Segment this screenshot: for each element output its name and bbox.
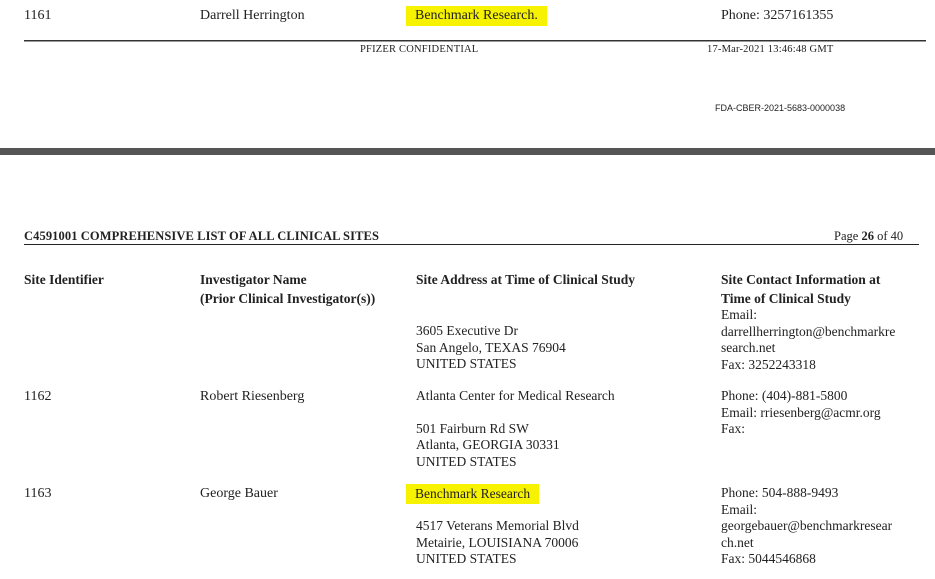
col-investigator: Investigator Name (Prior Clinical Investigator(s)) xyxy=(200,272,376,306)
site-contact: Phone: (404)-881-5800 Email: rriesenberg@acmr.org Fax: xyxy=(721,388,881,436)
col-site-identifier: Site Identifier xyxy=(24,272,104,287)
col-contact: Site Contact Information at Time of Clinical Study xyxy=(721,272,881,306)
page-number: Page 26 of 40 xyxy=(834,229,904,243)
site-name-highlight: Benchmark Research xyxy=(406,484,539,504)
site-address: 4517 Veterans Memorial Blvd Metairie, LOUISIANA 70006 UNITED STATES xyxy=(416,518,579,566)
page-separator xyxy=(0,148,935,155)
doc-id-stamp: FDA-CBER-2021-5683-0000038 xyxy=(715,103,846,113)
footer-timestamp: 17-Mar-2021 13:46:48 GMT xyxy=(707,44,834,55)
investigator-name: Robert Riesenberg xyxy=(200,389,305,404)
footer-confidential: PFIZER CONFIDENTIAL xyxy=(360,44,479,55)
prev-site-id: 1161 xyxy=(24,8,52,23)
continued-address: 3605 Executive Dr San Angelo, TEXAS 76904 UNITED STATES xyxy=(416,323,566,371)
prev-phone: Phone: 3257161355 xyxy=(721,8,834,23)
page-title: C4591001 COMPREHENSIVE LIST OF ALL CLINICAL SITES xyxy=(24,229,379,243)
footer-rule-shadow xyxy=(24,41,926,42)
investigator-name: George Bauer xyxy=(200,486,278,501)
header-rule xyxy=(24,244,919,245)
site-address: Atlanta Center for Medical Research 501 Fairburn Rd SW Atlanta, GEORGIA 30331 UNITED STATES xyxy=(416,388,615,469)
site-id: 1163 xyxy=(24,486,52,501)
site-id: 1162 xyxy=(24,389,52,404)
site-contact: Phone: 504-888-9493 Email: georgebauer@benchmarkresear ch.net Fax: 5044546868 xyxy=(721,485,893,566)
prev-investigator: Darrell Herrington xyxy=(200,8,305,23)
continued-contact: Email: darrellherrington@benchmarkre search.net Fax: 3252243318 xyxy=(721,307,896,372)
col-address: Site Address at Time of Clinical Study xyxy=(416,272,636,287)
prev-site-name-highlight: Benchmark Research. xyxy=(406,6,547,26)
